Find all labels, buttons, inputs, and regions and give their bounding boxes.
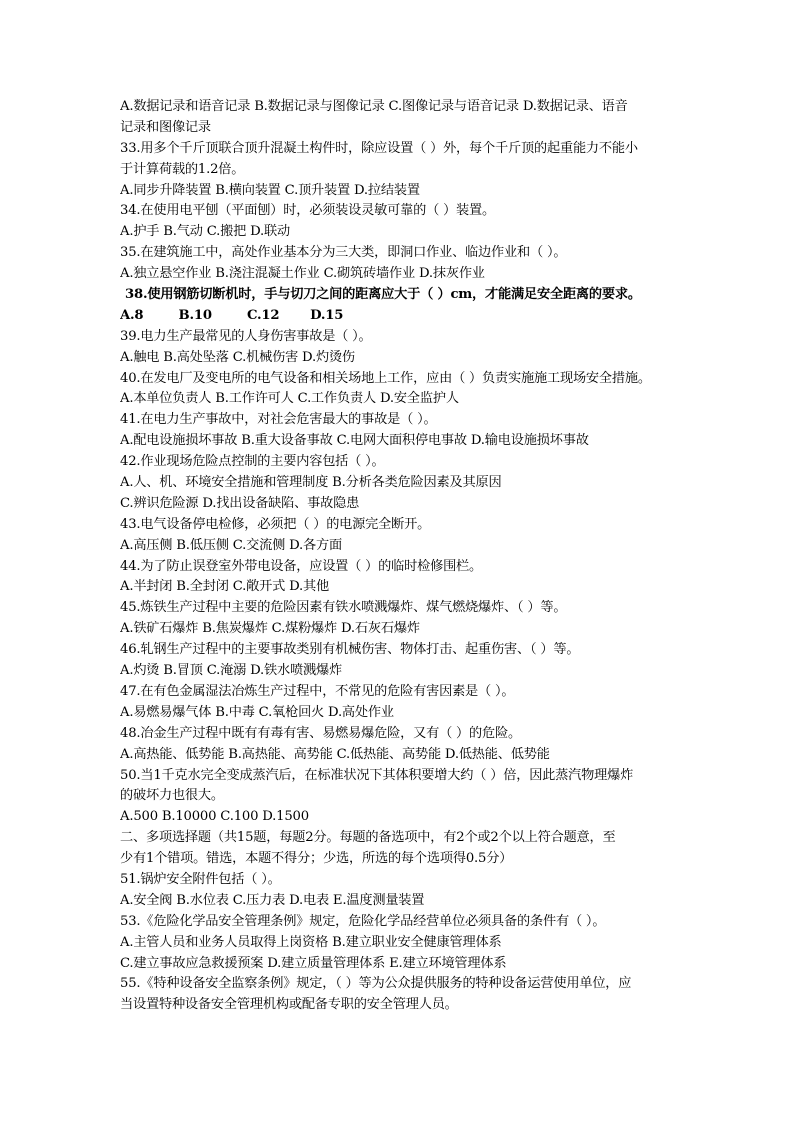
answer-options-44: A.半封闭 B.全封闭 C.敞开式 D.其他	[120, 579, 329, 595]
question-40: 40.在发电厂及变电所的电气设备和相关场地上工作，应由（ ）负责实施施工现场安全措施。	[120, 370, 651, 386]
question-53: 53.《危险化学品安全管理条例》规定，危险化学品经营单位必须具备的条件有（ ）。	[120, 913, 606, 929]
answer-options-39: A.触电 B.高处坠落 C.机械伤害 D.灼烫伤	[120, 349, 355, 365]
question-50-cont: 的破坏力也很大。	[120, 788, 224, 804]
answer-options-53-cde: C.建立事故应急救援预案 D.建立质量管理体系 E.建立环境管理体系	[120, 955, 507, 971]
answer-options-42-ab: A.人、机、环境安全措施和管理制度 B.分析各类危险因素及其原因	[120, 475, 502, 491]
question-50: 50.当1千克水完全变成蒸汽后，在标准状况下其体积要增大约（ ）倍，因此蒸汽物理爆炸	[120, 767, 634, 783]
answer-options-34: A.护手 B.气动 C.搬把 D.联动	[120, 224, 290, 240]
question-42: 42.作业现场危险点控制的主要内容包括（ ）。	[120, 454, 385, 470]
answer-options-40: A.本单位负责人 B.工作许可人 C.工作负责人 D.安全监护人	[120, 391, 459, 407]
answer-options-41: A.配电设施损坏事故 B.重大设备事故 C.电网大面积停电事故 D.输电设施损坏事故	[120, 433, 589, 449]
answer-options-33: A.同步升降装置 B.横向装置 C.顶升装置 D.拉结装置	[120, 182, 420, 198]
answer-options-50: A.500 B.10000 C.100 D.1500	[120, 809, 309, 825]
answer-options-35: A.独立悬空作业 B.浇注混凝土作业 C.砌筑砖墙作业 D.抹灰作业	[120, 266, 485, 282]
answer-options-45: A.铁矿石爆炸 B.焦炭爆炸 C.煤粉爆炸 D.石灰石爆炸	[120, 621, 420, 637]
question-55-cont: 当设置特种设备安全管理机构或配备专职的安全管理人员。	[120, 997, 458, 1013]
answer-options-38: A.8 B.10 C.12 D.15	[120, 307, 344, 323]
answer-options-47: A.易燃易爆气体 B.中毒 C.氧枪回火 D.高处作业	[120, 704, 394, 720]
section-heading-multiple-choice: 二、多项选择题（共15题，每题2分。每题的备选项中，有2个或2个以上符合题意，至	[120, 830, 616, 846]
question-46: 46.轧钢生产过程中的主要事故类别有机械伤害、物体打击、起重伤害、（ ）等。	[120, 642, 580, 658]
question-33: 33.用多个千斤顶联合顶升混凝土构件时，除应设置（ ）外，每个千斤顶的起重能力不能小	[120, 140, 638, 156]
question-55: 55.《特种设备安全监察条例》规定，（ ）等为公众提供服务的特种设备运营使用单位，应	[120, 976, 632, 992]
question-35: 35.在建筑施工中，高处作业基本分为三大类，即洞口作业、临边作业和（ ）。	[120, 245, 567, 261]
question-51: 51.锅炉安全附件包括（ ）。	[120, 871, 281, 887]
question-48: 48.冶金生产过程中既有有毒有害、易燃易爆危险，又有（ ）的危险。	[120, 725, 521, 741]
section-heading-multiple-choice-cont: 少有1个错项。错选，本题不得分；少选，所选的每个选项得0.5分）	[120, 851, 513, 867]
question-47: 47.在有色金属湿法冶炼生产过程中，不常见的危险有害因素是（ ）。	[120, 683, 515, 699]
answer-options-46: A.灼烫 B.冒顶 C.淹溺 D.铁水喷溅爆炸	[120, 663, 342, 679]
question-43: 43.电气设备停电检修，必须把（ ）的电源完全断开。	[120, 516, 431, 532]
answer-options-51: A.安全阀 B.水位表 C.压力表 D.电表 E.温度测量装置	[120, 892, 425, 908]
answer-options-q32: A.数据记录和语音记录 B.数据记录与图像记录 C.图像记录与语音记录 D.数据记录、语音	[120, 99, 628, 114]
answer-options-42-cd: C.辨识危险源 D.找出设备缺陷、事故隐患	[120, 495, 360, 511]
answer-options-43: A.高压侧 B.低压侧 C.交流侧 D.各方面	[120, 537, 342, 553]
question-41: 41.在电力生产事故中，对社会危害最大的事故是（ ）。	[120, 412, 437, 428]
question-39: 39.电力生产最常见的人身伤害事故是（ ）。	[120, 328, 372, 344]
answer-options-48: A.高热能、低势能 B.高热能、高势能 C.低热能、高势能 D.低热能、低势能	[120, 746, 550, 762]
answer-options-53-ab: A.主管人员和业务人员取得上岗资格 B.建立职业安全健康管理体系	[120, 934, 502, 950]
question-33-cont: 于计算荷载的1.2倍。	[120, 161, 245, 177]
exam-text	[120, 97, 680, 1016]
question-38: 38.使用钢筋切断机时，手与切刀之间的距离应大于（ ）cm，才能满足安全距离的要求。	[125, 287, 641, 303]
question-34: 34.在使用电平刨（平面刨）时，必须装设灵敏可靠的（ ）装置。	[120, 203, 496, 219]
question-44: 44.为了防止误登室外带电设备，应设置（ ）的临时检修围栏。	[120, 558, 483, 574]
answer-options-q32-cont: 记录和图像记录	[120, 119, 211, 135]
question-45: 45.炼铁生产过程中主要的危险因素有铁水喷溅爆炸、煤气燃烧爆炸、（ ）等。	[120, 600, 567, 616]
